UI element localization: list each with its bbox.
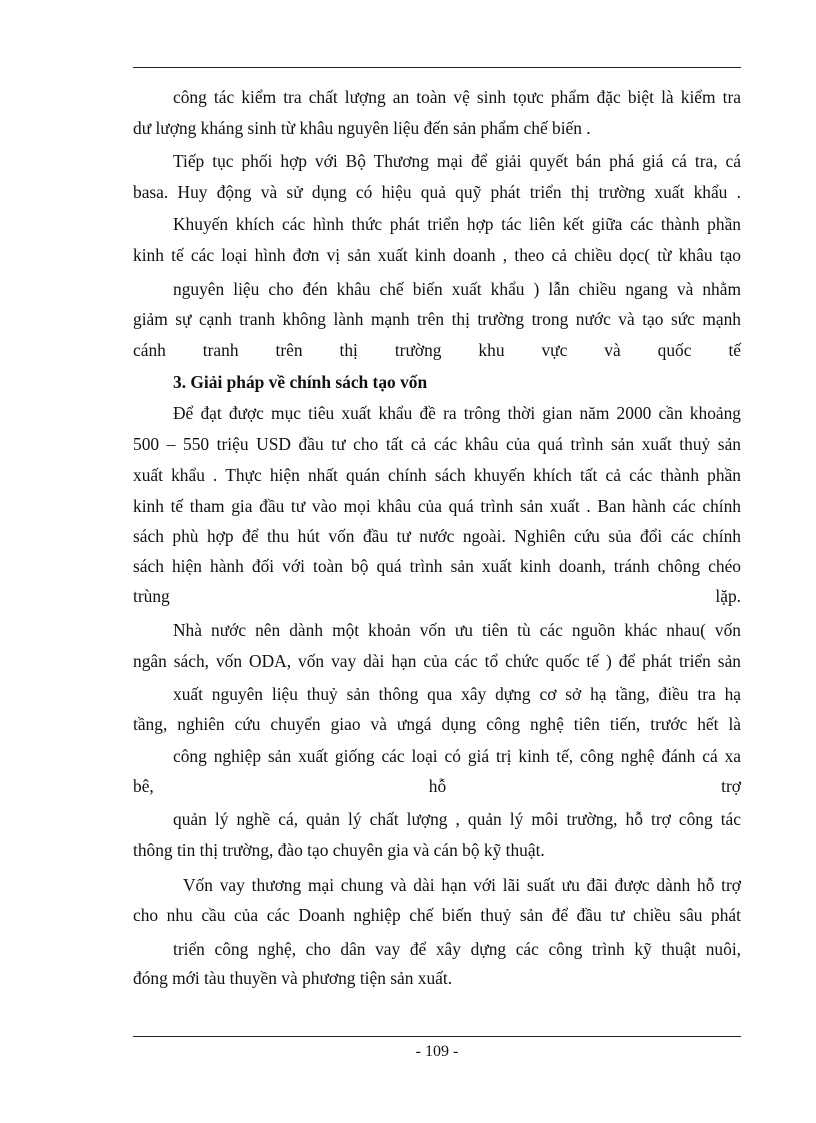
text-line: tầng, nghiên cứu chuyển giao và ưngá dụng công nghệ tiên tiến, trước hết là [133,714,741,734]
text-line: giảm sự cạnh tranh không lành mạnh trên thị trường trong nước và tạo sức mạnh [133,309,741,329]
header-rule [133,67,741,68]
text-line: kinh tế các loại hình đơn vị sản xuất kinh doanh , theo cả chiều dọc( từ khâu tạo [133,245,741,265]
text-line: Để đạt được mục tiêu xuất khẩu đề ra trông thời gian năm 2000 cần khoảng [173,403,741,423]
text-line: trùng lặp. [133,586,741,606]
footer-rule [133,1036,741,1037]
text-line: kinh tế tham gia đầu tư vào mọi khâu của quá trình sản xuất . Ban hành các chính [133,496,741,516]
text-line: Nhà nước nên dành một khoản vốn ưu tiên tù các nguồn khác nhau( vốn [173,620,741,640]
text-line: sách hiện hành đối với toàn bộ quá trình sản xuất kinh doanh, tránh chông chéo [133,556,741,576]
text-line: bê, hỗ trợ [133,776,741,796]
text-line: Khuyến khích các hình thức phát triển hợp tác liên kết giữa các thành phần [173,214,741,234]
text-line: ngân sách, vốn ODA, vốn vay dài hạn của các tổ chức quốc tế ) để phát triển sản [133,651,741,671]
text-line: sách phù hợp để thu hút vốn đầu tư nước ngoài. Nghiên cứu sủa đổi các chính [133,526,741,546]
section-heading: 3. Giải pháp về chính sách tạo vốn [173,372,428,392]
text-line: quản lý nghề cá, quản lý chất lượng , quản lý môi trường, hỗ trợ công tác [173,809,741,829]
text-line: xuất nguyên liệu thuỷ sản thông qua xây dựng cơ sở hạ tầng, điều tra hạ [173,684,741,704]
text-line: Vốn vay thương mại chung và dài hạn với lãi suất ưu đãi được dành hỗ trợ [183,875,741,895]
text-line: đóng mới tàu thuyền và phương tiện sản xuất. [133,968,453,988]
text-line: công nghiệp sản xuất giống các loại có giá trị kinh tế, công nghệ đánh cá xa [173,746,741,766]
text-line: basa. Huy động và sử dụng có hiệu quả quỹ phát triển thị trường xuất khẩu . [133,182,741,202]
text-line: Tiếp tục phối hợp với Bộ Thương mại để giải quyết bán phá giá cá tra, cá [173,151,741,171]
text-line: dư lượng kháng sinh từ khâu nguyên liệu đến sản phẩm chế biến . [133,118,591,138]
text-line: nguyên liệu cho đén khâu chế biến xuất khẩu ) lẫn chiều ngang và nhằm [173,279,741,299]
page-number: - 109 - [415,1043,459,1060]
text-line: triển công nghệ, cho dân vay để xây dựng các công trình kỹ thuật nuôi, [173,939,741,959]
text-line: cho nhu cầu của các Doanh nghiệp chế biến thuỷ sản để đầu tư chiều sâu phát [133,905,741,925]
text-line: xuất khẩu . Thực hiện nhất quán chính sách khuyến khích tất cả các thành phần [133,465,741,485]
text-line: cánh tranh trên thị trường khu vực và quốc tế [133,340,741,360]
text-line: công tác kiểm tra chất lượng an toàn vệ sinh tọưc phẩm đặc biệt là kiểm tra [173,87,741,107]
text-line: thông tin thị trường, đào tạo chuyên gia và cán bộ kỹ thuật. [133,840,545,860]
text-line: 500 – 550 triệu USD đầu tư cho tất cả các khâu của quá trình sản xuất thuỷ sản [133,434,741,454]
